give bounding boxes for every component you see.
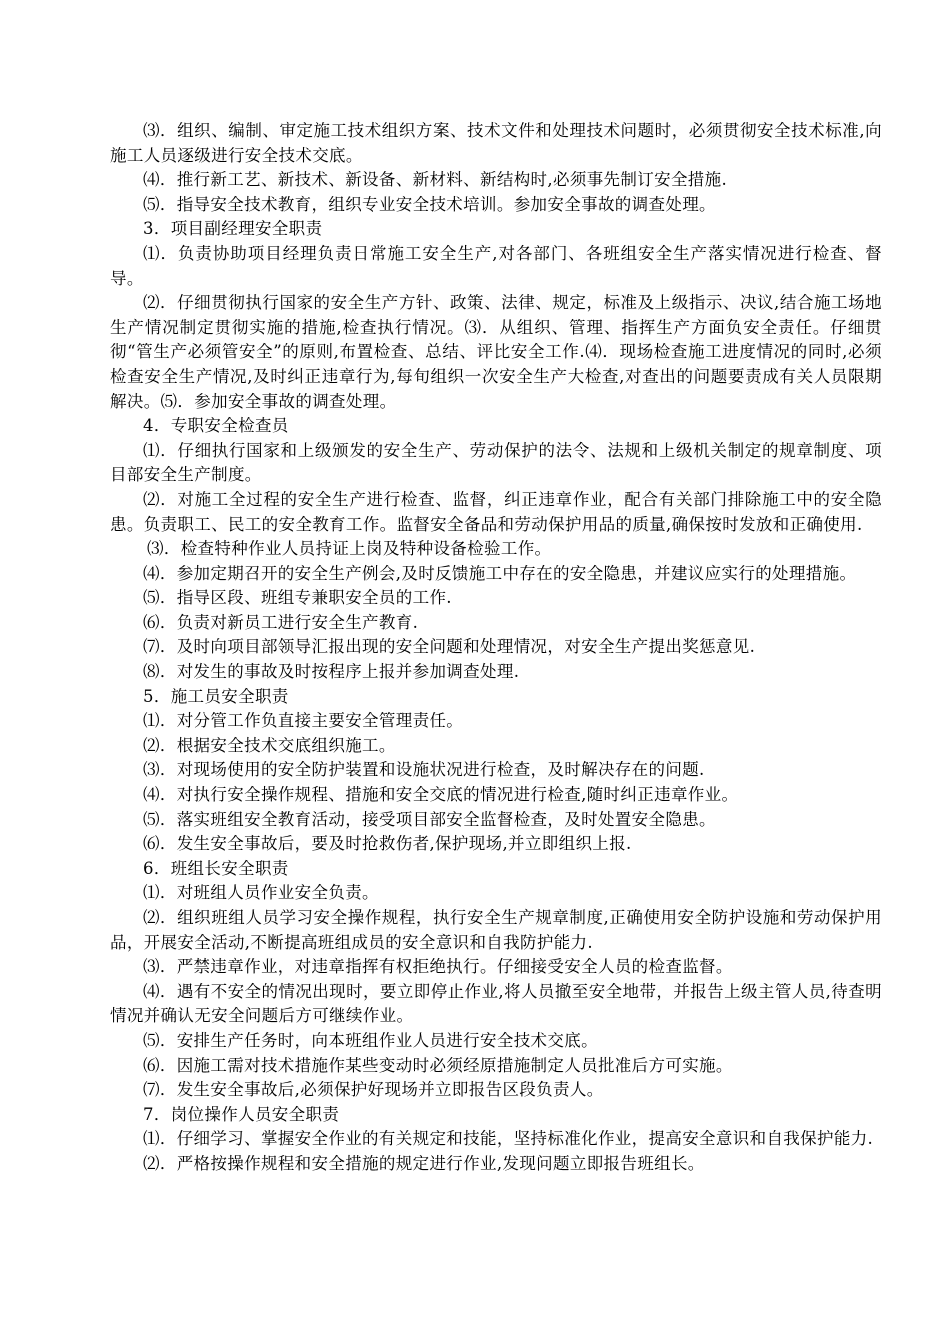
paragraph: ⑻．对发生的事故及时按程序上报并参加调查处理.	[143, 662, 520, 682]
section-heading: 3．项目副经理安全职责	[143, 219, 323, 239]
document-body	[110, 119, 882, 1177]
paragraph: ⑴．负责协助项目经理负责日常施工安全生产,对各部门、各班组安全生产落实情况进行检查、督导。	[110, 243, 882, 288]
paragraph: ⑶．组织、编制、审定施工技术组织方案、技术文件和处理技术问题时，必须贯彻安全技术标准,向施工人员逐级进行安全技术交底。	[110, 121, 882, 165]
paragraph: ⑹．因施工需对技术措施作某些变动时必须经原措施制定人员批准后方可实施。	[143, 1055, 733, 1075]
paragraph: ⑷．推行新工艺、新技术、新设备、新材料、新结构时,必须事先制订安全措施.	[143, 170, 728, 190]
paragraph: ⑵．严格按操作规程和安全措施的规定进行作业,发现问题立即报告班组长。	[143, 1153, 705, 1173]
paragraph: ⑴．仔细执行国家和上级颁发的安全生产、劳动保护的法令、法规和上级机关制定的规章制度、项目部安全生产制度。	[110, 440, 882, 485]
section-heading: 5．施工员安全职责	[143, 686, 289, 706]
paragraph: ⑸．落实班组安全教育活动，接受项目部安全监督检查，及时处置安全隐患。	[143, 809, 716, 829]
paragraph: ⑴．仔细学习、掌握安全作业的有关规定和技能，坚持标准化作业，提高安全意识和自我保护能力.	[143, 1129, 874, 1149]
paragraph: ⑴．对班组人员作业安全负责。	[143, 883, 379, 903]
paragraph: ⑵．组织班组人员学习安全操作规程，执行安全生产规章制度,正确使用安全防护设施和劳动保护用品，开展安全活动,不断提高班组成员的安全意识和自我防护能力.	[110, 908, 882, 952]
paragraph: ⑹．发生安全事故后，要及时抢救伤者,保护现场,并立即组织上报.	[143, 834, 632, 854]
paragraph: ⑺．及时向项目部领导汇报出现的安全问题和处理情况，对安全生产提出奖惩意见.	[143, 637, 756, 657]
paragraph: ⑶．严禁违章作业，对违章指挥有权拒绝执行。仔细接受安全人员的检查监督。	[143, 957, 733, 977]
section-heading: 6．班组长安全职责	[143, 858, 289, 878]
paragraph: ⑶．对现场使用的安全防护装置和设施状况进行检查，及时解决存在的问题.	[143, 760, 705, 780]
paragraph: ⑸．指导安全技术教育，组织专业安全技术培训。参加安全事故的调查处理。	[143, 194, 716, 214]
paragraph: ⑷．对执行安全操作规程、措施和安全交底的情况进行检查,随时纠正违章作业。	[143, 785, 739, 805]
paragraph: ⑸．安排生产任务时，向本班组作业人员进行安全技术交底。	[143, 1030, 598, 1050]
paragraph: ⑶．检查特种作业人员持证上岗及特种设备检验工作。	[147, 539, 552, 559]
paragraph: ⑷．遇有不安全的情况出现时，要立即停止作业,将人员撤至安全地带，并报告上级主管人员,待查明情况并确认无安全问题后方可继续作业。	[110, 981, 882, 1026]
paragraph: ⑵．根据安全技术交底组织施工。	[143, 735, 396, 755]
paragraph: ⑸．指导区段、班组专兼职安全员的工作.	[143, 588, 452, 608]
paragraph: ⑵．仔细贯彻执行国家的安全生产方针、政策、法律、规定，标准及上级指示、决议,结合施工场地生产情况制定贯彻实施的措施,检查执行情况。⑶．从组织、管理、指挥生产方面负安全责任。仔细贯彻“管生产必须管安全”的原则,布置检查、总结、评比安全工作.⑷．现场检查施工进度情况的同时,必须检查安全生产情况,及时纠正违章行为,每旬组织一次安全生产大检查,对查出的问题要责成有关人员限期解决。⑸．参加安全事故的调查处理。	[110, 293, 882, 411]
paragraph: ⑵．对施工全过程的安全生产进行检查、监督，纠正违章作业，配合有关部门排除施工中的安全隐患。负责职工、民工的安全教育工作。监督安全备品和劳动保护用品的质量,确保按时发放和正确使用.	[110, 489, 882, 534]
paragraph: ⑷．参加定期召开的安全生产例会,及时反馈施工中存在的安全隐患，并建议应实行的处理措施。	[143, 563, 857, 583]
paragraph: ⑺．发生安全事故后,必须保护好现场并立即报告区段负责人。	[143, 1080, 604, 1100]
section-heading: 4．专职安全检查员	[143, 416, 289, 436]
paragraph: ⑴．对分管工作负直接主要安全管理责任。	[143, 711, 464, 731]
paragraph: ⑹．负责对新员工进行安全生产教育.	[143, 612, 419, 632]
section-heading: 7．岗位操作人员安全职责	[143, 1104, 340, 1124]
